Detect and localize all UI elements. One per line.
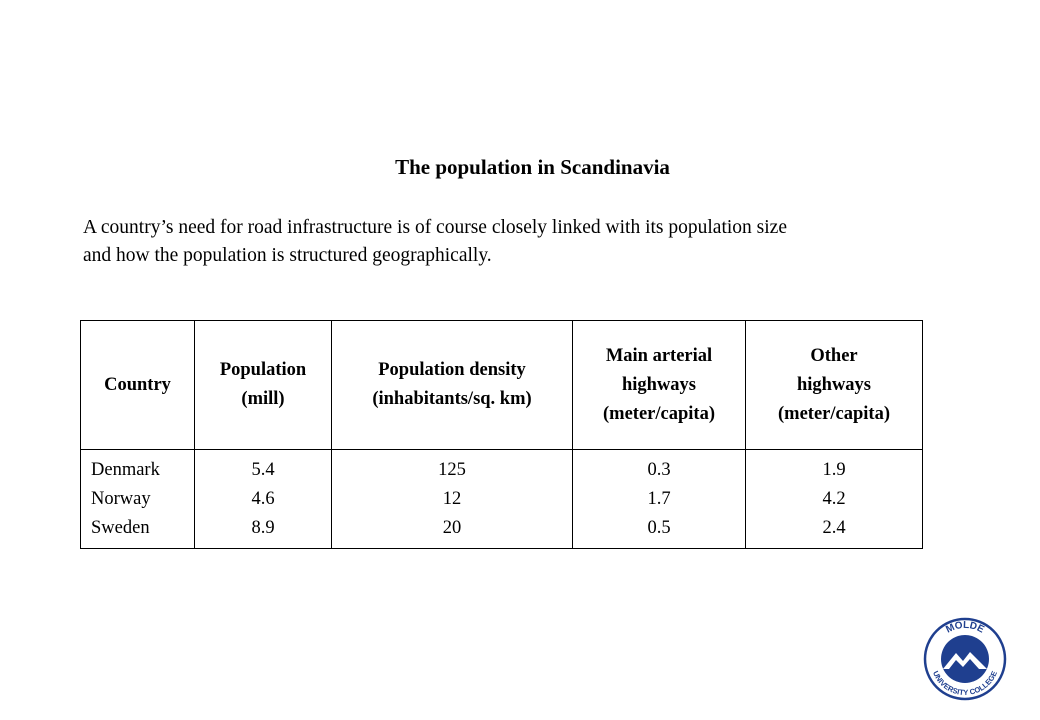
logo-top-text: MOLDE [944,619,986,636]
table-header-row [81,321,923,450]
header-main-arterial-highways: Main arterial highways (meter/capita) [573,321,746,450]
logo-bottom-text: UNIVERSITY COLLEGE [931,669,999,698]
cell-population: 5.4 4.6 8.9 [195,450,332,549]
cell-other-highways: 1.9 4.2 2.4 [746,450,923,549]
molde-university-college-logo [918,617,1012,701]
header-population-density: Population density (inhabitants/sq. km) [332,321,573,450]
intro-paragraph [83,214,973,270]
cell-countries: Denmark Norway Sweden [81,450,195,549]
table-row [81,450,923,549]
cell-main-arterial-highways: 0.3 1.7 0.5 [573,450,746,549]
intro-line: and how the population is structured geographically. [83,245,492,266]
population-table [80,320,923,549]
cell-population-density: 125 12 20 [332,450,573,549]
intro-line: A country’s need for road infrastructure is of course closely linked with its population size [83,217,787,238]
header-country: Country [81,321,195,450]
slide-title: The population in Scandinavia [395,155,670,179]
header-other-highways: Other highways (meter/capita) [746,321,923,450]
header-population: Population (mill) [195,321,332,450]
